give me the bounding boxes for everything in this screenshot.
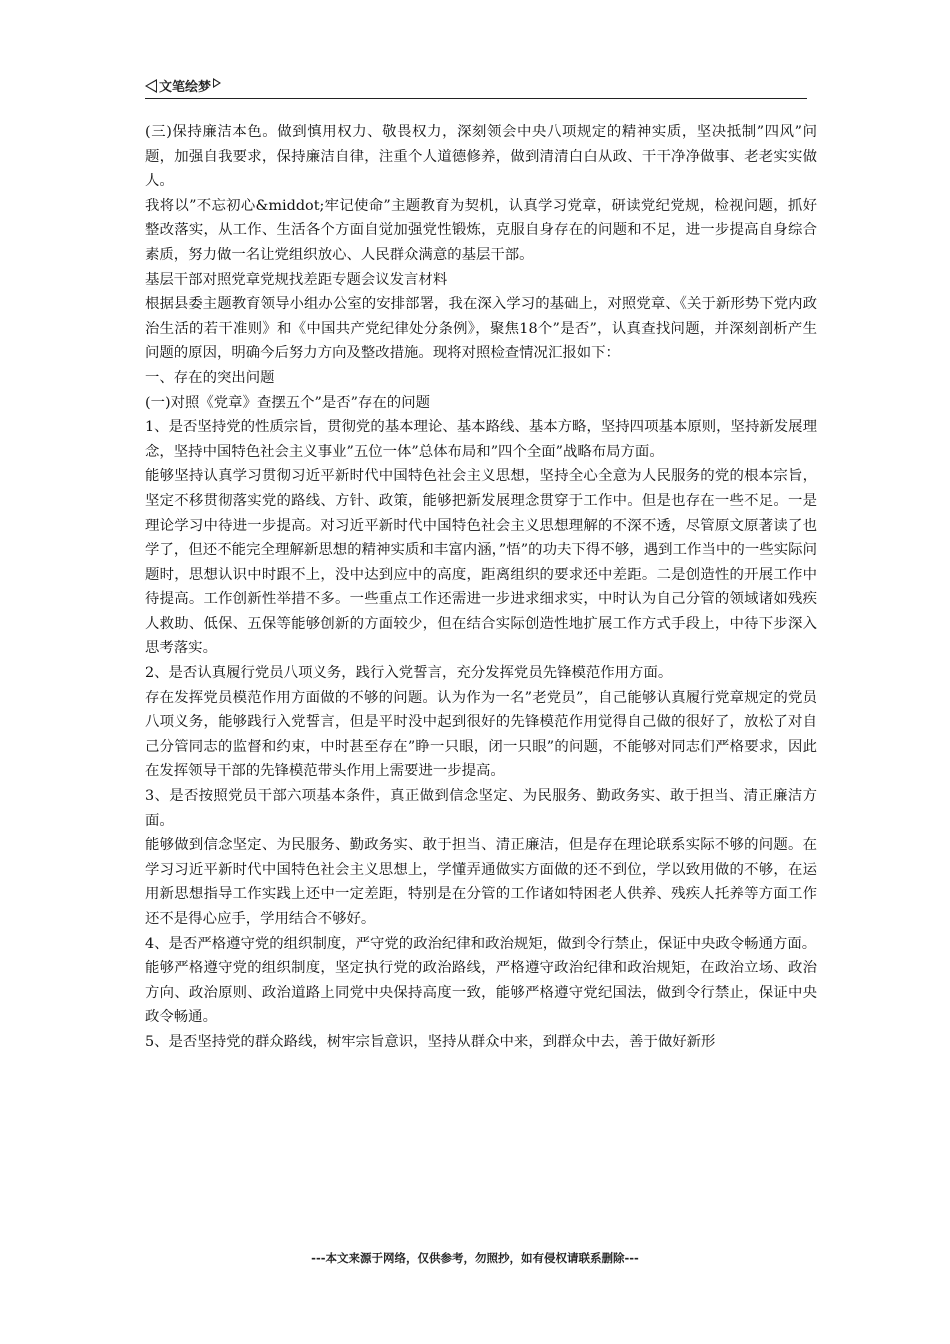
document-body	[145, 120, 817, 1055]
paragraph: 能够严格遵守党的组织制度，坚定执行党的政治路线，严格遵守政治纪律和政治规矩，在政治立场、政治方向、政治原则、政治道路上同党中央保持高度一致，能够严格遵守党纪国法，做到令行禁止，保证中央政令畅通。	[145, 960, 817, 1026]
item-heading: 5、是否坚持党的群众路线，树牢宗旨意识，坚持从群众中来，到群众中去，善于做好新形	[145, 1033, 716, 1050]
brand-logo	[145, 76, 221, 95]
paragraph: 我将以”不忘初心&middot;牢记使命”主题教育为契机，认真学习党章，研读党纪党规，检视问题，抓好整改落实，从工作、生活各个方面自觉加强党性锻炼，克服自身存在的问题和不足，进一步提高自身综合素质，努力做一名让党组织放心、人民群众满意的基层干部。	[145, 197, 817, 263]
brand-name: 文笔绘梦	[159, 80, 212, 95]
item-heading: 2、是否认真履行党员八项义务，践行入党誓言，充分发挥党员先锋模范作用方面。	[145, 665, 673, 682]
item-heading: 4、是否严格遵守党的组织制度，严守党的政治纪律和政治规矩，做到令行禁止，保证中央政令畅通方面。	[145, 935, 817, 952]
right-triangle-icon	[213, 78, 221, 88]
footer-disclaimer: ---本文来源于网络，仅供参考，勿照抄，如有侵权请联系删除---	[311, 1251, 639, 1265]
item-heading: 3、是否按照党员干部六项基本条件，真正做到信念坚定、为民服务、勤政务实、敢于担当、清正廉洁方面。	[145, 788, 817, 829]
paragraph: 存在发挥党员模范作用方面做的不够的问题。认为作为一名”老党员”，自己能够认真履行党章规定的党员八项义务，能够践行入党誓言，但是平时没中起到很好的先锋模范作用觉得自己做的很好了，放松了对自己分管同志的监督和约束，中时甚至存在”睁一只眼，闭一只眼”的问题，不能够对同志们严格要求，因此在发挥领导干部的先锋模范带头作用上需要进一步提高。	[145, 689, 817, 780]
page-header	[145, 74, 807, 99]
section-title: 基层干部对照党章党规找差距专题会议发言材料	[145, 271, 448, 288]
paragraph: 能够做到信念坚定、为民服务、勤政务实、敢于担当、清正廉洁，但是存在理论联系实际不够的问题。在学习习近平新时代中国特色社会主义思想上，学懂弄通做实方面做的还不到位，学以致用做的不够，在运用新思想指导工作实践上还中一定差距，特别是在分管的工作诸如特困老人供养、残疾人托养等方面工作还不是得心应手，学用结合不够好。	[145, 837, 817, 927]
item-heading: 1、是否坚持党的性质宗旨，贯彻党的基本理论、基本路线、基本方略，坚持四项基本原则，坚持新发展理念，坚持中国特色社会主义事业”五位一体”总体布局和”四个全面”战略布局方面。	[145, 419, 817, 460]
left-triangle-icon	[145, 79, 157, 93]
paragraph: (三)保持廉洁本色。做到慎用权力、敬畏权力，深刻领会中央八项规定的精神实质，坚决抵制”四风”问题，加强自我要求，保持廉洁自律，注重个人道德修养，做到清清白白从政、干干净净做事、老老实实做人。	[145, 124, 817, 190]
subheading: (一)对照《党章》查摆五个”是否”存在的问题	[145, 394, 430, 411]
paragraph: 能够坚持认真学习贯彻习近平新时代中国特色社会主义思想，坚持全心全意为人民服务的党的根本宗旨，坚定不移贯彻落实党的路线、方针、政策，能够把新发展理念贯穿于工作中。但是也存在一些不足。一是理论学习中待进一步提高。对习近平新时代中国特色社会主义思想理解的不深不透，尽管原文原著读了也学了，但还不能完全理解新思想的精神实质和丰富内涵，”悟”的功夫下得不够，遇到工作当中的一些实际问题时，思想认识中时跟不上，没中达到应中的高度，距离组织的要求还中差距。二是创造性的开展工作中待提高。工作创新性举措不多。一些重点工作还需进一步进求细求实，中时认为自己分管的领域诸如残疾人救助、低保、五保等能够创新的方面较少，但在结合实际创造性地扩展工作方式手段上，中待下步深入思考落实。	[145, 468, 817, 657]
paragraph: 根据县委主题教育领导小组办公室的安排部署，我在深入学习的基础上，对照党章、《关于新形势下党内政治生活的若干准则》和《中国共产党纪律处分条例》，聚焦18个”是否”，认真查找问题，并深刻剖析产生问题的原因，明确今后努力方向及整改措施。现将对照检查情况汇报如下：	[145, 296, 817, 362]
heading: 一、存在的突出问题	[145, 369, 275, 386]
